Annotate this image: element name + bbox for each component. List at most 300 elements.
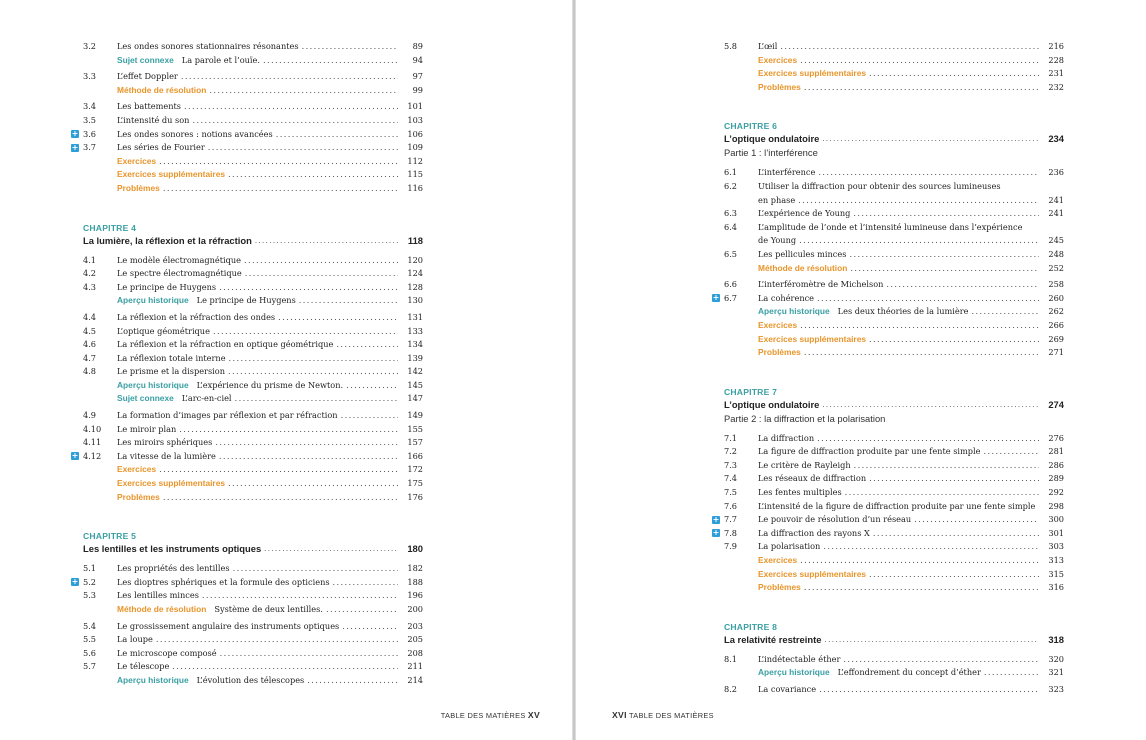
entry-title-wrap <box>758 262 1042 276</box>
entry-title: La figure de diffraction produite par une fente simple <box>758 446 981 457</box>
section-number: 7.1 <box>724 432 738 443</box>
exercise-entry[interactable] <box>83 491 423 505</box>
dot-leader <box>972 305 1039 319</box>
chapter-heading[interactable] <box>724 398 1064 412</box>
page-number: 115 <box>407 169 423 180</box>
page-number: 258 <box>1048 279 1064 290</box>
entry-title-wrap <box>758 653 1042 667</box>
dot-leader <box>822 132 1039 146</box>
exercise-entry[interactable] <box>83 182 423 196</box>
toc-entry[interactable] <box>83 423 423 437</box>
dot-leader <box>819 683 1039 697</box>
dot-leader <box>869 472 1039 486</box>
section-number: 3.6 <box>83 128 97 139</box>
dot-leader <box>209 84 398 98</box>
toc-entry[interactable] <box>724 445 1064 459</box>
entry-title: Les fentes multiples <box>758 487 842 498</box>
entry-title-wrap <box>117 463 401 477</box>
entry-title: Le télescope <box>117 661 170 672</box>
chapter-heading[interactable] <box>83 542 423 556</box>
entry-title: Exercices <box>758 555 798 566</box>
toc-column-left <box>71 40 423 688</box>
entry-title: L’expérience de Young <box>758 208 851 219</box>
toc-entry[interactable] <box>724 166 1064 180</box>
dot-leader <box>208 141 398 155</box>
toc-entry[interactable] <box>712 513 1064 527</box>
entry-title-wrap <box>117 338 401 352</box>
dot-leader <box>213 325 398 339</box>
page-number: 300 <box>1048 514 1064 525</box>
entry-title-wrap <box>758 432 1042 446</box>
entry-title: Les réseaux de diffraction <box>758 473 867 484</box>
toc-entry[interactable] <box>724 278 1064 292</box>
exercise-entry[interactable] <box>724 333 1064 347</box>
chapter-heading[interactable] <box>724 633 1064 647</box>
toc-entry[interactable] <box>83 100 423 114</box>
entry-title: Problèmes <box>117 491 160 502</box>
feature-entry[interactable] <box>83 294 423 308</box>
exercise-entry[interactable] <box>83 603 423 617</box>
dot-leader <box>854 459 1039 473</box>
dot-leader <box>869 333 1039 347</box>
entry-title: Les ondes sonores : notions avancées <box>117 128 273 139</box>
entry-subtitle: L’expérience du prisme de Newton. <box>196 379 344 390</box>
entry-title: Exercices supplémentaires <box>758 333 867 344</box>
toc-entry[interactable] <box>83 267 423 281</box>
toc-entry[interactable] <box>712 527 1064 541</box>
dot-leader <box>163 182 398 196</box>
entry-title: Le principe de Huygens <box>117 281 217 292</box>
toc-entry[interactable] <box>83 589 423 603</box>
entry-title-wrap <box>117 423 401 437</box>
entry-title-continued: en phase <box>758 194 796 205</box>
entry-title: Aperçu historique <box>117 674 189 685</box>
toc-entry[interactable] <box>724 221 1064 235</box>
page-number: 274 <box>1048 398 1064 410</box>
page-number: 231 <box>1048 68 1064 79</box>
page-number: 118 <box>407 234 423 246</box>
exercise-entry[interactable] <box>83 168 423 182</box>
dot-leader <box>817 432 1039 446</box>
entry-title: L’intensité de la figure de diffraction produite par une fente simple <box>758 500 1036 511</box>
toc-entry[interactable] <box>71 128 423 142</box>
plus-icon: + <box>71 451 79 461</box>
entry-title: La covariance <box>758 684 817 694</box>
page-number: 131 <box>407 311 423 322</box>
chapter-title: Les lentilles et les instruments optiques <box>83 543 262 555</box>
entry-title: L’œil <box>758 41 778 51</box>
entry-title-wrap <box>758 180 1042 194</box>
dot-leader <box>255 234 398 248</box>
exercise-entry[interactable] <box>83 155 423 169</box>
dot-leader <box>886 278 1039 292</box>
entry-title: Exercices <box>117 155 157 166</box>
toc-entry[interactable] <box>83 338 423 352</box>
entry-title: Méthode de résolution <box>758 262 848 273</box>
toc-entry[interactable] <box>83 325 423 339</box>
toc-entry-continued[interactable] <box>724 194 1064 208</box>
page-number: 320 <box>1048 653 1064 664</box>
page-number: 269 <box>1048 333 1064 344</box>
entry-title: Problèmes <box>117 182 160 193</box>
toc-entry[interactable] <box>724 486 1064 500</box>
chapter-heading[interactable] <box>724 132 1064 146</box>
section-number: 6.6 <box>724 279 738 290</box>
chapter-title: La relativité restreinte <box>724 633 822 645</box>
plus-icon: + <box>712 528 720 538</box>
entry-subtitle: Les deux théories de la lumière <box>837 306 969 317</box>
dot-leader <box>983 445 1039 459</box>
toc-entry[interactable] <box>83 365 423 379</box>
toc-entry[interactable] <box>83 409 423 423</box>
entry-title: Sujet connexe <box>117 54 174 65</box>
dot-leader <box>228 365 398 379</box>
feature-entry[interactable] <box>83 379 423 393</box>
entry-title: La polarisation <box>758 541 821 552</box>
page-footer-left <box>441 710 540 720</box>
dot-leader <box>798 194 1039 208</box>
section-number: 3.4 <box>83 101 97 112</box>
entry-title-wrap <box>758 207 1042 221</box>
feature-entry[interactable] <box>83 392 423 406</box>
page-number: 112 <box>407 155 423 166</box>
dot-leader <box>228 477 398 491</box>
entry-title: Les ondes sonores stationnaires résonantes <box>117 41 299 51</box>
section-number: 4.7 <box>83 352 97 363</box>
toc-entry[interactable] <box>71 450 423 464</box>
dot-leader <box>800 554 1039 568</box>
toc-entry[interactable] <box>83 311 423 325</box>
toc-entry[interactable] <box>712 292 1064 306</box>
entry-title: La réflexion et la réfraction en optique géométrique <box>117 339 334 350</box>
entry-title: Les miroirs sphériques <box>117 437 213 448</box>
dot-leader <box>278 311 398 325</box>
page-number: 236 <box>1048 167 1064 178</box>
exercise-entry[interactable] <box>724 568 1064 582</box>
chapter-label: CHAPITRE 5 <box>83 531 137 542</box>
right-page <box>576 0 1146 740</box>
toc-entry[interactable] <box>83 660 423 674</box>
entry-title-wrap <box>117 54 401 68</box>
feature-entry[interactable] <box>83 54 423 68</box>
plus-icon: + <box>712 514 720 524</box>
dot-leader <box>159 155 398 169</box>
exercise-entry[interactable] <box>724 346 1064 360</box>
chapter-title: L’optique ondulatoire <box>724 398 820 410</box>
entry-title-wrap <box>758 292 1042 306</box>
toc-entry[interactable] <box>724 472 1064 486</box>
page-number: 120 <box>407 254 423 265</box>
page-number: 133 <box>407 325 423 336</box>
entry-title-wrap <box>758 194 1042 208</box>
page-number: 211 <box>407 661 423 672</box>
page-number: 298 <box>1048 500 1064 511</box>
page-number: 241 <box>1048 194 1064 205</box>
toc-entry-continued[interactable] <box>724 234 1064 248</box>
toc-entry[interactable] <box>83 562 423 576</box>
page-number: 205 <box>407 634 423 645</box>
section-number: 5.7 <box>83 661 97 672</box>
entry-title-wrap <box>758 81 1042 95</box>
entry-title: L’effet Doppler <box>117 71 178 82</box>
plus-icon: + <box>71 142 79 152</box>
entry-title-wrap <box>758 445 1042 459</box>
entry-title-wrap <box>117 155 401 169</box>
entry-title-wrap <box>117 589 401 603</box>
entry-title: La loupe <box>117 634 153 645</box>
entry-title-wrap <box>117 141 401 155</box>
entry-title-wrap <box>117 633 401 647</box>
entry-title-wrap <box>117 325 401 339</box>
page-number: 216 <box>1048 41 1064 51</box>
section-number: 7.5 <box>724 487 738 498</box>
exercise-entry[interactable] <box>724 262 1064 276</box>
entry-title-wrap <box>758 346 1042 360</box>
section-number: 7.8 <box>724 527 738 538</box>
entry-title-wrap <box>117 84 401 98</box>
exercise-entry[interactable] <box>83 477 423 491</box>
left-page <box>0 0 572 740</box>
dot-leader <box>299 294 398 308</box>
section-number: 8.2 <box>724 684 738 694</box>
entry-title: L’amplitude de l’onde et l’intensité lumineuse dans l’expérience <box>758 221 1023 232</box>
section-number: 4.11 <box>83 437 102 448</box>
toc-entry[interactable] <box>83 633 423 647</box>
dot-leader <box>156 633 398 647</box>
page-number: 316 <box>1048 582 1064 593</box>
toc-entry[interactable] <box>724 180 1064 194</box>
entry-title-wrap <box>758 581 1042 595</box>
toc-entry[interactable] <box>83 40 423 54</box>
entry-title: La diffraction des rayons X <box>758 527 870 538</box>
toc-entry[interactable] <box>83 114 423 128</box>
page-number: 260 <box>1048 292 1064 303</box>
toc-entry[interactable] <box>83 352 423 366</box>
dot-leader <box>263 54 398 68</box>
chapter-heading[interactable] <box>83 234 423 248</box>
page-number: 94 <box>412 54 423 65</box>
section-number: 6.1 <box>724 167 738 178</box>
toc-entry[interactable] <box>724 459 1064 473</box>
page-number: 175 <box>407 478 423 489</box>
entry-title-wrap <box>117 70 401 84</box>
exercise-entry[interactable] <box>724 319 1064 333</box>
entry-subtitle: L’évolution des télescopes <box>196 674 305 685</box>
dot-leader <box>336 338 398 352</box>
section-number: 4.12 <box>83 450 102 461</box>
entry-title-wrap <box>117 168 401 182</box>
exercise-entry[interactable] <box>724 581 1064 595</box>
feature-entry[interactable] <box>83 674 423 688</box>
page-number: 241 <box>1048 208 1064 219</box>
section-number: 6.3 <box>724 208 738 219</box>
entry-title-wrap <box>758 486 1042 500</box>
toc-entry[interactable] <box>724 432 1064 446</box>
entry-subtitle: La parole et l’ouïe. <box>181 54 260 65</box>
page-number: 286 <box>1048 459 1064 470</box>
page-number: 232 <box>1048 81 1064 92</box>
section-number: 5.1 <box>83 563 97 574</box>
dot-leader <box>333 576 398 590</box>
entry-title: Le spectre électromagnétique <box>117 268 242 279</box>
section-number: 5.2 <box>83 576 97 587</box>
dot-leader <box>307 674 398 688</box>
entry-title-wrap <box>117 436 401 450</box>
section-number: 4.5 <box>83 325 97 336</box>
dot-leader <box>192 114 398 128</box>
entry-title: Exercices supplémentaires <box>758 68 867 79</box>
page-number: 157 <box>407 437 423 448</box>
entry-title-wrap <box>758 166 1042 180</box>
entry-title: Aperçu historique <box>758 306 830 317</box>
page-number: 248 <box>1048 248 1064 259</box>
exercise-entry[interactable] <box>724 81 1064 95</box>
section-number: 6.4 <box>724 221 738 232</box>
entry-title-wrap <box>117 562 401 576</box>
dot-leader <box>302 40 398 54</box>
page-number: 262 <box>1048 306 1064 317</box>
toc-entry[interactable] <box>83 620 423 634</box>
footer-label: TABLE DES MATIÈRES <box>440 711 526 720</box>
dot-leader <box>804 581 1039 595</box>
section-number: 7.9 <box>724 541 738 552</box>
chapter-part-title: Partie 1 : l’interférence <box>724 147 818 159</box>
toc-entry[interactable] <box>83 281 423 295</box>
page-number: 149 <box>407 410 423 421</box>
entry-title-wrap <box>117 365 401 379</box>
dot-leader <box>824 633 1039 647</box>
section-number: 5.3 <box>83 590 97 601</box>
chapter-label: CHAPITRE 4 <box>83 222 137 233</box>
page-number: 289 <box>1048 473 1064 484</box>
page-number: 155 <box>407 423 423 434</box>
entry-title-wrap <box>758 221 1042 235</box>
section-number: 7.4 <box>724 473 738 484</box>
toc-entry[interactable] <box>83 254 423 268</box>
toc-entry[interactable] <box>83 436 423 450</box>
entry-title: Les dioptres sphériques et la formule des opticiens <box>117 576 330 587</box>
page-number: 139 <box>407 352 423 363</box>
entry-title-wrap <box>758 472 1042 486</box>
entry-title: Aperçu historique <box>117 379 189 390</box>
entry-title-wrap <box>758 234 1042 248</box>
section-number: 3.7 <box>83 142 97 153</box>
entry-title: Le prisme et la dispersion <box>117 366 225 377</box>
section-number: 3.2 <box>83 41 97 51</box>
exercise-entry[interactable] <box>83 463 423 477</box>
entry-title: Exercices <box>758 319 798 330</box>
toc-entry[interactable] <box>83 647 423 661</box>
entry-subtitle: Le principe de Huygens <box>196 295 296 306</box>
page-number: 271 <box>1048 347 1064 358</box>
entry-title-wrap <box>117 379 401 393</box>
entry-title: Le critère de Rayleigh <box>758 459 851 470</box>
entry-title: La réflexion et la réfraction des ondes <box>117 311 276 322</box>
dot-leader <box>800 54 1039 68</box>
entry-title-wrap <box>758 67 1042 81</box>
exercise-entry[interactable] <box>724 554 1064 568</box>
section-number: 4.2 <box>83 268 97 279</box>
feature-entry[interactable] <box>724 305 1064 319</box>
dot-leader <box>849 248 1039 262</box>
page-number: 228 <box>1048 54 1064 65</box>
page-footer-right <box>612 710 714 720</box>
entry-title: Sujet connexe <box>117 393 174 404</box>
page-number: 276 <box>1048 432 1064 443</box>
entry-title: Exercices supplémentaires <box>758 568 867 579</box>
dot-leader <box>1038 500 1039 514</box>
page-number: 196 <box>407 590 423 601</box>
entry-title: Le microscope composé <box>117 647 217 658</box>
entry-title-wrap <box>758 513 1042 527</box>
entry-title-wrap <box>117 660 401 674</box>
dot-leader <box>818 166 1039 180</box>
entry-title: L’interféromètre de Michelson <box>758 279 884 290</box>
page-number: 321 <box>1048 667 1064 678</box>
toc-entry[interactable] <box>724 683 1064 697</box>
section-number: 8.1 <box>724 653 738 664</box>
dot-leader <box>219 281 398 295</box>
exercise-entry[interactable] <box>724 54 1064 68</box>
entry-title-wrap <box>117 674 401 688</box>
entry-title: Aperçu historique <box>117 295 189 306</box>
toc-entry[interactable] <box>724 653 1064 667</box>
toc-entry[interactable] <box>724 207 1064 221</box>
page-number: 97 <box>412 71 423 82</box>
page-number: 203 <box>407 620 423 631</box>
exercise-entry[interactable] <box>83 84 423 98</box>
toc-entry[interactable] <box>724 248 1064 262</box>
toc-entry[interactable] <box>71 141 423 155</box>
entry-title: La diffraction <box>758 432 815 443</box>
toc-entry[interactable] <box>724 500 1064 514</box>
toc-entry[interactable] <box>71 576 423 590</box>
page-number: 101 <box>407 101 423 112</box>
page-number: 318 <box>1048 633 1064 645</box>
entry-title-wrap <box>758 500 1042 514</box>
toc-entry[interactable] <box>83 70 423 84</box>
plus-icon: + <box>71 129 79 139</box>
footer-page-number: XV <box>527 710 540 720</box>
page-number: 99 <box>412 84 423 95</box>
entry-title-wrap <box>117 409 401 423</box>
dot-leader <box>984 666 1039 680</box>
page-number: 208 <box>407 647 423 658</box>
dot-leader <box>184 100 398 114</box>
entry-title: Le miroir plan <box>117 423 177 434</box>
entry-title-wrap <box>758 683 1042 697</box>
feature-entry[interactable] <box>724 666 1064 680</box>
page-number: 124 <box>407 268 423 279</box>
dot-leader <box>873 527 1039 541</box>
page-number: 116 <box>407 182 423 193</box>
page-number: 166 <box>407 450 423 461</box>
toc-entry[interactable] <box>724 540 1064 554</box>
entry-title: Problèmes <box>758 582 801 593</box>
footer-label: TABLE DES MATIÈRES <box>629 711 714 720</box>
dot-leader <box>342 620 398 634</box>
entry-title-wrap <box>758 527 1042 541</box>
exercise-entry[interactable] <box>724 67 1064 81</box>
footer-page-number: XVI <box>612 710 627 720</box>
page-number: 172 <box>407 464 423 475</box>
page-number: 301 <box>1048 527 1064 538</box>
entry-title-wrap <box>117 267 401 281</box>
toc-entry[interactable] <box>724 40 1064 54</box>
section-number: 3.3 <box>83 71 97 82</box>
entry-title: Les séries de Fourier <box>117 142 205 153</box>
entry-title-wrap <box>117 254 401 268</box>
